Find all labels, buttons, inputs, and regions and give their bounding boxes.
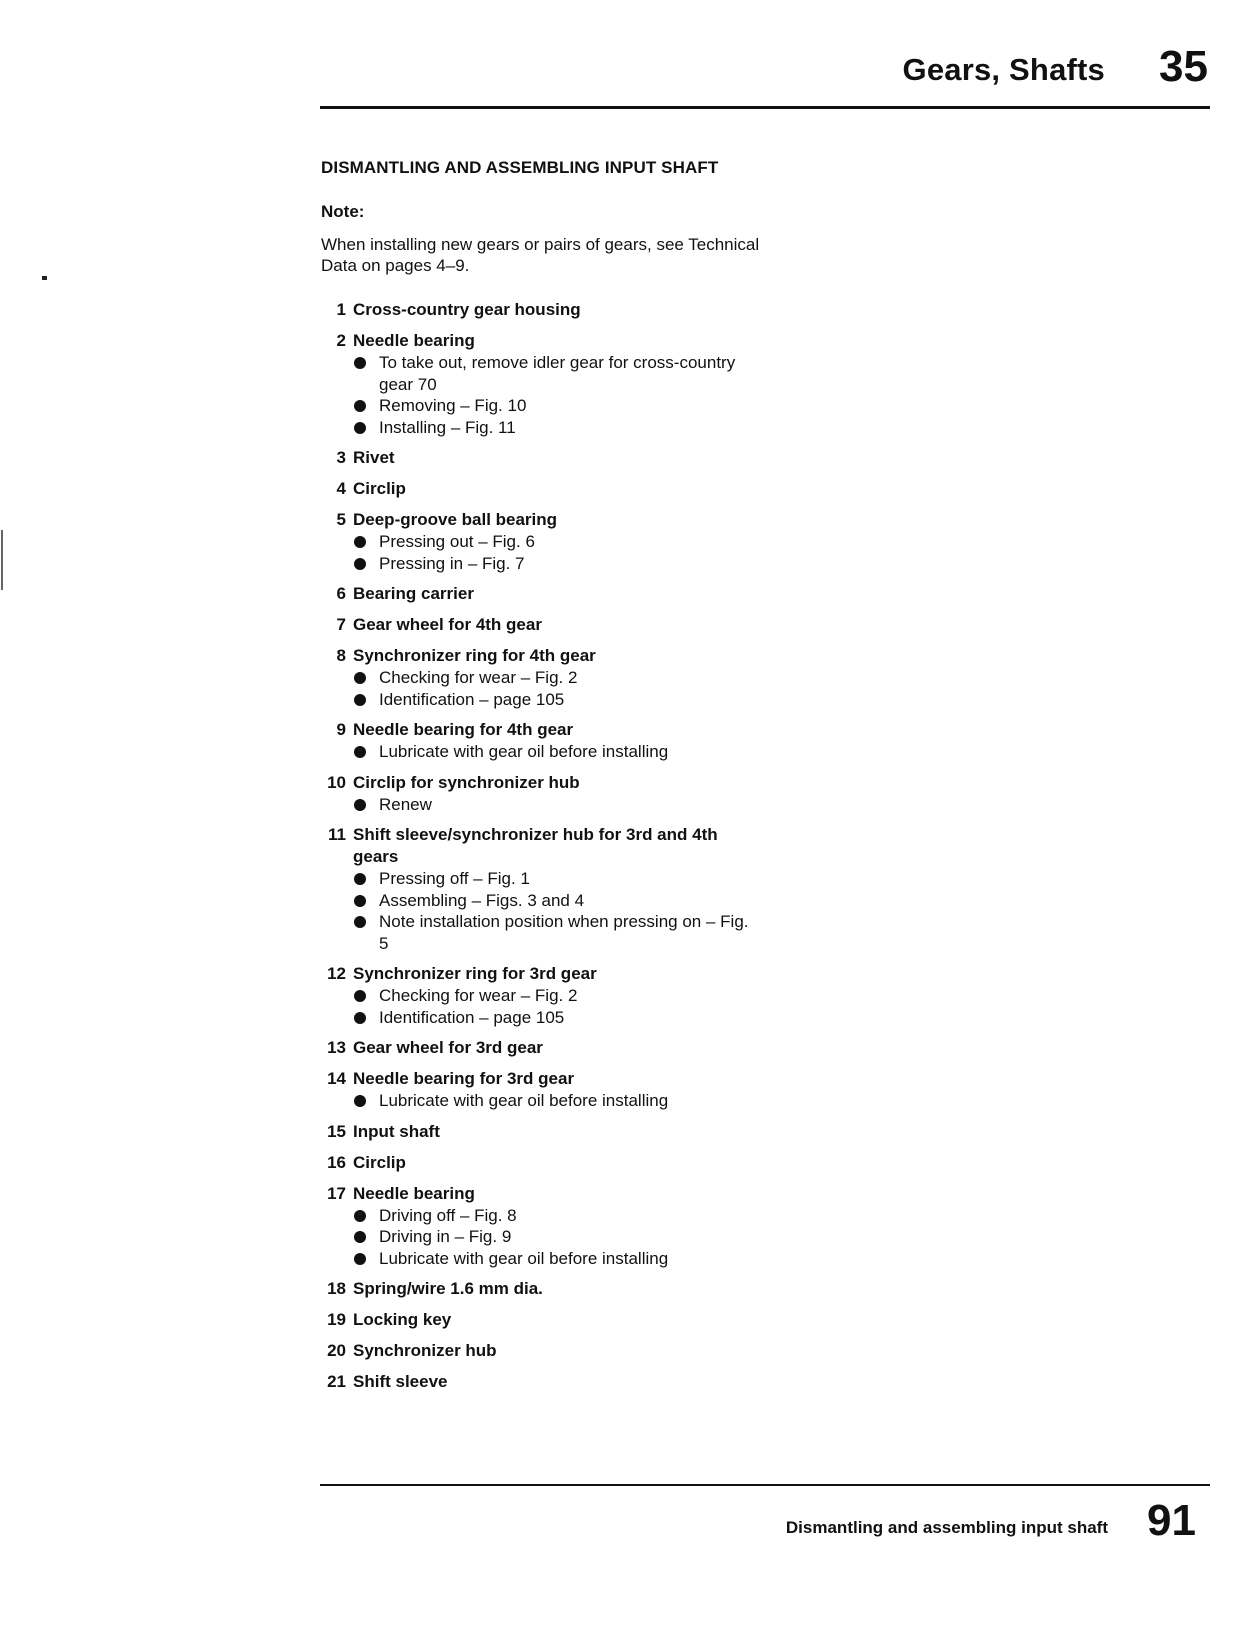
item-number: 5 [336,510,346,529]
sub-list [353,352,761,438]
sub-item [353,741,761,763]
list-item [321,1278,761,1300]
sub-item [353,689,761,711]
list-item [321,509,761,574]
list-item [321,299,761,321]
item-number: 14 [327,1069,346,1088]
item-title: Shift sleeve/synchronizer hub for 3rd and 4th gears [353,825,718,866]
bullet-icon [354,694,366,706]
bullet-icon [354,916,366,928]
sub-item-text: Checking for wear – Fig. 2 [379,668,578,687]
item-number: 17 [327,1183,346,1203]
item-number: 10 [327,772,346,792]
section-title: DISMANTLING AND ASSEMBLING INPUT SHAFT [321,158,719,177]
sub-item-text: Pressing out – Fig. 6 [379,532,535,551]
bullet-icon [354,357,366,369]
item-number: 15 [327,1121,346,1141]
item-title: Needle bearing [353,331,475,350]
sub-list [353,741,761,763]
item-number: 13 [327,1038,346,1057]
item-title: Rivet [353,448,395,467]
item-title: Gear wheel for 4th gear [353,615,542,634]
sub-list [353,868,761,954]
item-title: Needle bearing for 3rd gear [353,1069,575,1088]
sub-item-text: Lubricate with gear oil before installing [379,1091,669,1110]
item-title: Synchronizer ring for 3rd gear [353,964,597,983]
bullet-icon [354,558,366,570]
sub-item [353,352,761,395]
sub-item [353,985,761,1007]
sub-list [353,985,761,1028]
list-item [321,1371,761,1393]
footer-title: Dismantling and assembling input shaft [785,1518,1108,1537]
sub-list [353,1090,761,1112]
item-number: 18 [327,1279,346,1298]
list-item [321,1183,761,1270]
section-number: 35 [1159,42,1208,91]
list-item [321,1152,761,1174]
main-content [321,158,761,1402]
sub-item [353,667,761,689]
item-title: Circlip [353,1152,406,1172]
sub-list [353,667,761,710]
list-item [321,1121,761,1143]
list-item [321,1068,761,1112]
item-number: 9 [336,720,346,739]
bullet-icon [354,672,366,684]
sub-item-text: Pressing off – Fig. 1 [379,869,530,888]
list-item [321,772,761,816]
sub-item [353,1205,761,1227]
item-title: Input shaft [353,1121,440,1141]
item-number: 21 [327,1372,346,1391]
bullet-icon [354,1012,366,1024]
list-item [321,1309,761,1331]
sub-item-text: Identification – page 105 [379,689,565,709]
item-title: Locking key [353,1310,452,1329]
item-number: 19 [327,1310,346,1329]
bullet-icon [354,1253,366,1265]
sub-item [353,1007,761,1029]
list-item [321,1340,761,1362]
item-number: 2 [336,331,346,350]
sub-item [353,417,761,439]
parts-list [321,299,761,1393]
item-title: Spring/wire 1.6 mm dia. [353,1279,543,1298]
list-item [321,614,761,636]
list-item [321,1037,761,1059]
header-rule [320,106,1210,109]
list-item [321,963,761,1028]
page-header-title: Gears, Shafts [902,52,1105,87]
sub-item-text: Driving off – Fig. 8 [379,1205,517,1225]
sub-item [353,1090,761,1112]
sub-item [353,553,761,575]
item-title: Gear wheel for 3rd gear [353,1038,543,1057]
bullet-icon [354,746,366,758]
sub-list [353,794,761,816]
item-number: 11 [328,825,346,844]
sub-item-text: Renew [379,794,432,814]
footer-rule [320,1484,1210,1486]
item-number: 20 [327,1341,346,1360]
item-number: 1 [336,300,346,319]
list-item [321,330,761,438]
bullet-icon [354,1095,366,1107]
sub-list [353,531,761,574]
sub-item [353,531,761,553]
item-number: 3 [336,448,346,467]
item-number: 16 [327,1152,346,1172]
list-item [321,824,761,954]
list-item [321,719,761,763]
bullet-icon [354,400,366,412]
sub-item [353,1226,761,1248]
item-number: 12 [327,964,346,983]
sub-item-text: Installing – Fig. 11 [379,417,516,437]
sub-item-text: Assembling – Figs. 3 and 4 [379,890,585,910]
margin-dot [42,276,47,280]
sub-item-text: Lubricate with gear oil before installing [379,742,669,761]
item-title: Bearing carrier [353,584,474,603]
sub-item-text: Pressing in – Fig. 7 [379,553,525,573]
item-title: Synchronizer ring for 4th gear [353,646,596,665]
note-label: Note: [321,202,365,221]
sub-item-text: To take out, remove idler gear for cross-country gear 70 [379,353,736,394]
sub-item-text: Note installation position when pressing on – Fig. 5 [379,912,749,953]
sub-list [353,1205,761,1270]
sub-item-text: Checking for wear – Fig. 2 [379,986,578,1005]
list-item [321,447,761,469]
page-header [320,40,1210,112]
bullet-icon [354,990,366,1002]
item-number: 7 [336,615,346,634]
sub-item-text: Lubricate with gear oil before installing [379,1248,669,1268]
bullet-icon [354,1210,366,1222]
sub-item [353,868,761,890]
item-number: 6 [336,584,346,603]
sub-item [353,1248,761,1270]
bullet-icon [354,895,366,907]
item-title: Cross-country gear housing [353,300,581,319]
note-text: When installing new gears or pairs of gears, see Technical Data on pages 4–9. [321,235,760,275]
item-title: Synchronizer hub [353,1341,497,1360]
list-item [321,583,761,605]
page-number: 91 [1147,1496,1196,1545]
list-item [321,645,761,710]
item-number: 8 [336,646,346,665]
sub-item [353,911,761,954]
sub-item [353,890,761,912]
bullet-icon [354,873,366,885]
margin-tick [1,530,3,590]
bullet-icon [354,536,366,548]
sub-item-text: Identification – page 105 [379,1007,565,1027]
bullet-icon [354,1231,366,1243]
bullet-icon [354,422,366,434]
item-title: Shift sleeve [353,1372,448,1391]
item-title: Circlip for synchronizer hub [353,772,580,792]
sub-item [353,794,761,816]
item-title: Needle bearing [353,1183,475,1203]
bullet-icon [354,799,366,811]
item-title: Circlip [353,479,406,498]
sub-item-text: Driving in – Fig. 9 [379,1227,512,1246]
item-number: 4 [336,479,346,498]
item-title: Needle bearing for 4th gear [353,720,574,739]
item-title: Deep-groove ball bearing [353,510,558,529]
sub-item-text: Removing – Fig. 10 [379,396,527,415]
sub-item [353,395,761,417]
list-item [321,478,761,500]
